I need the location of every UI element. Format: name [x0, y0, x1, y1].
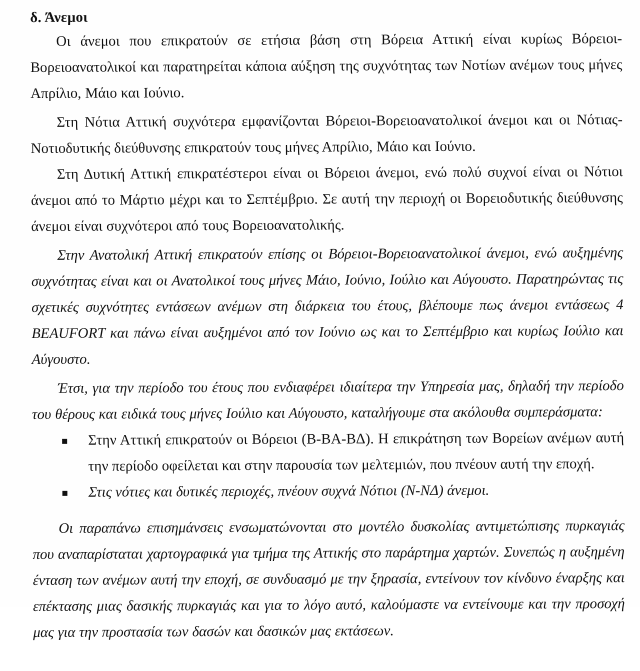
- section-heading: δ. Άνεμοι: [30, 9, 88, 26]
- bottom-margin: [33, 644, 625, 671]
- paragraph-south-attica-winds: Στη Νότια Αττική συχνότερα εμφανίζονται Βόρειοι-Βορειοανατολικοί άνεμοι και οι Νότιας-Νοτιοδυτικής διεύθυνσης επικρατούν τους μήνες Απρίλιο, Μάιο και Ιούνιο.: [30, 111, 623, 157]
- paragraph-west-attica-winds: Στη Δυτική Αττική επικρατέστεροι είναι οι Βόρειοι άνεμοι, ενώ πολύ συχνοί είναι οι Νότιοι άνεμοι από το Μάρτιο μέχρι και το Σεπτέμβριο. Σε αυτή την περιοχή οι Βορειοδυτικής διεύθυνσης άνεμοι είναι συχνότεροι από τους Βορειοανατολικής.: [30, 164, 623, 236]
- list-item: [32, 425, 624, 480]
- list-item-label: Στην Αττική επικρατούν οι Βόρειοι (Β-ΒΑ-ΒΔ). Η επικράτηση των Βορείων ανέμων αυτή την περίοδο οφείλεται και στην παρουσία των μελτεμιών, που πνέουν αυτή την εποχή.: [88, 430, 625, 475]
- conclusions-list: [32, 425, 624, 507]
- list-item-label: Στις νότιες και δυτικές περιοχές, πνέουν συχνά Νότιοι (Ν-ΝΔ) άνεμοι.: [88, 483, 490, 502]
- paragraph-summer-period-intro: Έτσι, για την περίοδο του έτους που ενδιαφέρει ιδιαίτερα την Υπηρεσία μας, δηλαδή την περίοδο του θέρους και ειδικά τους μήνες Ιούλιο και Αύγουστο, καταλήγουμε στα ακόλουθα συμπεράσματα:: [31, 377, 624, 423]
- paragraph-fire-risk-conclusion: Οι παραπάνω επισημάνσεις ενσωματώνονται στο μοντέλο δυσκολίας αντιμετώπισης πυρκαγιάς που αναπαρίσταται χαρτογραφικά για τμήμα της Αττικής στο παράρτημα χαρτών. Συνεπώς η αυξημένη ένταση των ανέμων αυτή την εποχή, σε συνδυασμό με την ξηρασία, εντείνουν τον κίνδυνο έναρξης και επέκτασης μιας δασικής πυρκαγιάς και για το λόγο αυτό, καλούμαστε να εντείνουμε και την προσοχή μας για την προστασία των δασών και δασικών μας εκτάσεων.: [32, 517, 625, 642]
- square-bullet-icon: [62, 491, 67, 496]
- list-item: [32, 478, 624, 507]
- scan-skew-wrapper: [30, 5, 625, 671]
- paragraph-north-attica-winds: Οι άνεμοι που επικρατούν σε ετήσια βάση στη Βόρεια Αττική είναι κυρίως Βόρειοι-Βορειοανατολικοί και παρατηρείται κάποια αύξηση της συχνότητας των Νοτίων ανέμων τους μήνες Απρίλιο, Μάιο και Ιούνιο.: [30, 31, 623, 103]
- square-bullet-icon: [62, 439, 67, 444]
- paragraph-east-attica-winds: Στην Ανατολική Αττική επικρατούν επίσης οι Βόρειοι-Βορειοανατολικοί άνεμοι, ενώ αυξημένης συχνότητας είναι και οι Ανατολικοί τους μήνες Μάιο, Ιούνιο, Ιούλιο και Αύγουστο. Παρατηρώντας τις σχετικές συχνότητες εντάσεων ανέμων στη διάρκεια του έτους, βλέπουμε πως άνεμοι εντάσεως 4 BEAUFORT και πάνω είναι αυξημένοι από τον Ιούνιο ως και το Σεπτέμβριο και κυρίως Ιούλιο και Αύγουστο.: [31, 244, 624, 369]
